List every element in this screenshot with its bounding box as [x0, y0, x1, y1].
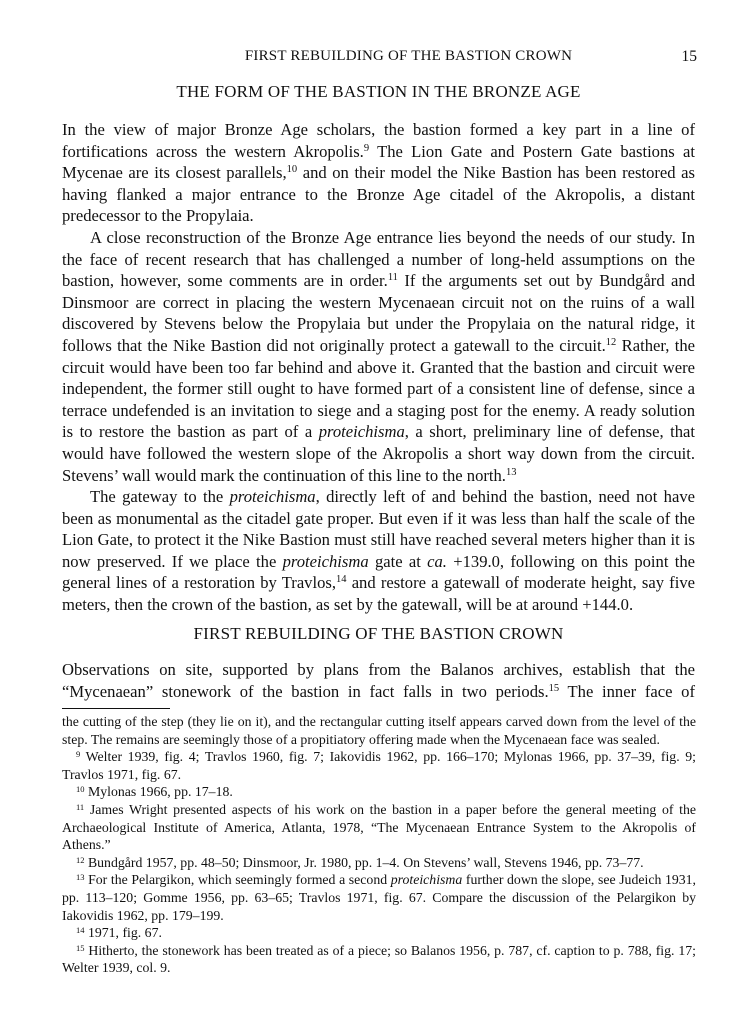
footnote-continued: the cutting of the step (they lie on it), and the rectangular cutting itself appears carved down from the level of the step. The remains are seemingly those of a propitiatory offering made when the Mycenaean face was sealed. [62, 714, 696, 747]
section-body-bronze-age [62, 119, 695, 616]
italic-term: proteichisma [318, 422, 405, 442]
running-header [120, 48, 697, 68]
footnote-divider [62, 708, 170, 709]
running-title: FIRST REBUILDING OF THE BASTION CROWN [244, 48, 573, 64]
footnote-9: $^9$ Welter 1939, fig. 4; Travlos 1960, fig. 7; Iakovidis 1962, pp. 166–170; Mylonas 1966, pp. 37–39, fig. 9; Travlos 1971, fig. 67. [62, 749, 696, 782]
paragraph: Observations on site, supported by plans from the Balanos archives, establish that the “Mycenaean” stonework of the bastion in fact falls in two periods.$^{15}$ The inner face of [62, 660, 695, 701]
footnote-12: $^{12}$ Bundgård 1957, pp. 48–50; Dinsmoor, Jr. 1980, pp. 1–4. On Stevens’ wall, Stevens 1946, pp. 73–77. [76, 854, 644, 870]
footnotes [62, 713, 696, 977]
footnote-ref[interactable]: 10 [286, 164, 298, 176]
footnote-ref[interactable]: 12 [605, 336, 617, 348]
italic-term: proteichisma [282, 551, 369, 571]
section-heading-first-rebuilding: FIRST REBUILDING OF THE BASTION CROWN [193, 624, 564, 643]
section-body-first-rebuilding [62, 659, 695, 702]
paragraph: In the view of major Bronze Age scholars, the bastion formed a key part in a line of fortifications across the western Akropolis.$^9$ The Lion Gate and Postern Gate bastions at Mycenae are its closest parallels,$^{10}$ and on their model the Nike Bastion has been restored as having flanked a major entrance to the Bronze Age citadel of the Akropolis, a distant predecessor to the Propylaia. [62, 120, 695, 226]
italic-term: ca. [427, 551, 447, 571]
footnote-11: $^{11}$ James Wright presented aspects of his work on the bastion in a paper before the general meeting of the Archaeological Institute of America, Atlanta, 1978, “The Mycenaean Entrance System to the Akropolis of Athens.” [62, 801, 696, 853]
paragraph: The gateway to the proteichisma, directly left of and behind the bastion, need not have been as monumental as the citadel gate proper. But even if it was less than half the scale of the Lion Gate, to protect it the Nike Bastion must still have reached several meters higher than it is now preserved. If we place the proteichisma gate at ca. +139.0, following on this point the general lines of a restoration by Travlos,$^{14}$ and restore a gatewall of moderate height, say five meters, then the crown of the bastion, as set by the gatewall, will be at around +144.0. [62, 487, 695, 615]
footnote-ref[interactable]: 14 [336, 574, 347, 586]
page-number: 15 [681, 48, 697, 65]
footnote-15: $^{15}$ Hitherto, the stonework has been treated as of a piece; so Balanos 1956, p. 787, cf. caption to p. 788, fig. 17; Welter 1939, col. 9. [62, 942, 696, 976]
section-heading-bronze-age: THE FORM OF THE BASTION IN THE BRONZE AGE [176, 82, 581, 101]
footnote-10: $^{10}$ Mylonas 1966, pp. 17–18. [76, 784, 233, 800]
footnote-ref[interactable]: 11 [387, 272, 398, 284]
footnote-ref[interactable]: 13 [505, 466, 517, 478]
footnote-14: $^{14}$ 1971, fig. 67. [76, 925, 162, 941]
footnote-13: $^{13}$ For the Pelargikon, which seemingly formed a second proteichisma further down the slope, see Judeich 1931, pp. 113–120; Gomme 1956, pp. 63–65; Travlos 1971, fig. 67. Compare the discussion of the Pelargikon by Iakovidis 1962, pp. 179–199. [62, 872, 696, 923]
italic-term: proteichisma [229, 487, 316, 507]
footnote-ref[interactable]: 9 [363, 142, 370, 154]
paragraph: A close reconstruction of the Bronze Age entrance lies beyond the needs of our study. In the face of recent research that has challenged a number of long-held assumptions on the bastion, however, some comments are in order.$^{11}$ If the arguments set out by Bundgård and Dinsmoor are correct in placing the western Mycenaean circuit not on the ruins of a wall discovered by Stevens below the Propylaia but under the Propylaia on the natural ridge, it follows that the Nike Bastion did not originally protect a gatewall to the circuit.$^{12}$ Rather, the circuit would have been too far behind and above it. Granted that the bastion and circuit were independent, the former still ought to have formed part of a consistent line of defense, since a terrace undefended is an invitation to siege and a staging post for the enemy. A ready solution is to restore the bastion as part of a proteichisma, a short, preliminary line of defense, that would have followed the western slope of the Akropolis a short way down from the circuit. Stevens’ wall would mark the continuation of this line to the north.$^{13}$ [62, 227, 696, 485]
footnote-ref[interactable]: 15 [548, 682, 560, 694]
